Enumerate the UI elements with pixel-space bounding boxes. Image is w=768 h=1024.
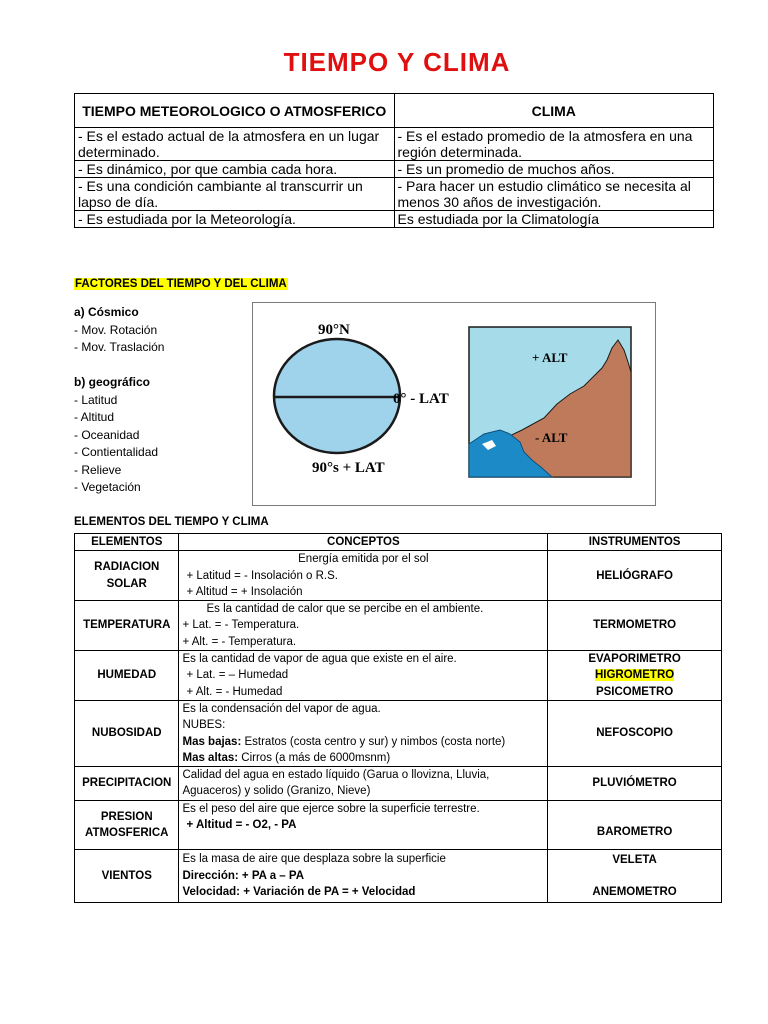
element-name: HUMEDAD bbox=[75, 651, 179, 701]
table-row bbox=[75, 767, 722, 801]
element-concept: Es la masa de aire que desplaza sobre la superficie Dirección: + PA a – PA Velocidad: + Variación de PA = + Velocidad bbox=[179, 850, 548, 903]
table-row bbox=[75, 211, 714, 228]
header-instrumentos: INSTRUMENTOS bbox=[548, 534, 722, 551]
element-concept: Es la condensación del vapor de agua. NUBES: Mas bajas: Estratos (costa centro y sur) y nimbos (costa norte) Mas altas: Cirros (a más de 6000msnm) bbox=[179, 700, 548, 766]
list-item: - Vegetación bbox=[74, 480, 141, 494]
table-row bbox=[75, 178, 714, 211]
element-name: PRESION ATMOSFERICA bbox=[75, 800, 179, 850]
table-row bbox=[75, 651, 722, 701]
element-concept: Energía emitida por el sol + Latitud = - Insolación o R.S. + Altitud = + Insolación bbox=[179, 551, 548, 601]
element-concept: Es la cantidad de calor que se percibe en el ambiente. + Lat. = - Temperatura. + Alt. = - Temperatura. bbox=[179, 601, 548, 651]
table-row bbox=[75, 800, 722, 850]
list-item: - Latitud bbox=[74, 392, 118, 407]
latitude-altitude-diagram bbox=[252, 302, 656, 506]
element-instrument: BAROMETRO bbox=[548, 800, 722, 850]
comparison-table bbox=[74, 93, 714, 228]
list-item: - Relieve bbox=[74, 462, 122, 477]
elements-title: ELEMENTOS DEL TIEMPO Y CLIMA bbox=[74, 516, 269, 528]
equator-label: 0° - LAT bbox=[393, 391, 449, 407]
table-cell: Es estudiada por la Climatología bbox=[394, 211, 714, 228]
south-pole-label: 90°s + LAT bbox=[312, 460, 385, 476]
table-cell: - Es estudiada por la Meteorología. bbox=[75, 211, 395, 228]
high-altitude-label: + ALT bbox=[532, 350, 568, 365]
table-cell: - Es el estado actual de la atmosfera en un lugar determinado. bbox=[75, 128, 395, 161]
table-row bbox=[75, 850, 722, 903]
list-item: - Contientalidad bbox=[74, 445, 159, 459]
table-row bbox=[75, 128, 714, 161]
element-instrument: TERMOMETRO bbox=[548, 601, 722, 651]
list-item: - Mov. Traslación bbox=[74, 340, 165, 354]
element-concept: Calidad del agua en estado líquido (Garua o llovizna, Lluvia, Aguaceros) y solido (Granizo, Nieve) bbox=[179, 767, 548, 801]
elements-header-row bbox=[75, 534, 722, 551]
page-title: TIEMPO Y CLIMA bbox=[283, 47, 511, 77]
table-row bbox=[75, 161, 714, 178]
list-item: - Mov. Rotación bbox=[74, 322, 158, 337]
geographic-factors bbox=[74, 374, 158, 497]
element-instrument: EVAPORIMETRO HIGROMETRO PSICOMETRO bbox=[548, 651, 722, 701]
element-name: PRECIPITACION bbox=[75, 767, 179, 801]
element-instrument: HELIÓGRAFO bbox=[548, 551, 722, 601]
element-instrument: VELETA ANEMOMETRO bbox=[548, 850, 722, 903]
comparison-header-row bbox=[75, 94, 714, 128]
highlighted-instrument: HIGROMETRO bbox=[594, 669, 675, 682]
table-row bbox=[75, 551, 722, 601]
header-elementos: ELEMENTOS bbox=[75, 534, 179, 551]
element-concept: Es el peso del aire que ejerce sobre la superficie terrestre. + Altitud = - O2, - PA bbox=[179, 800, 548, 850]
element-instrument: NEFOSCOPIO bbox=[548, 700, 722, 766]
element-name: NUBOSIDAD bbox=[75, 700, 179, 766]
element-name: TEMPERATURA bbox=[75, 601, 179, 651]
element-name: RADIACION SOLAR bbox=[75, 551, 179, 601]
cosmic-factors bbox=[74, 304, 164, 357]
low-altitude-label: - ALT bbox=[535, 430, 568, 445]
north-pole-label: 90°N bbox=[318, 322, 350, 338]
table-row bbox=[75, 700, 722, 766]
element-instrument: PLUVIÓMETRO bbox=[548, 767, 722, 801]
table-cell: - Es dinámico, por que cambia cada hora. bbox=[75, 161, 395, 178]
element-name: VIENTOS bbox=[75, 850, 179, 903]
table-row bbox=[75, 601, 722, 651]
list-item: - Altitud bbox=[74, 410, 115, 424]
table-cell: - Para hacer un estudio climático se necesita al menos 30 años de investigación. bbox=[394, 178, 714, 211]
elements-table bbox=[74, 533, 722, 903]
geographic-heading: b) geográfico bbox=[74, 375, 151, 389]
table-cell: - Es el estado promedio de la atmosfera en una región determinada. bbox=[394, 128, 714, 161]
table-cell: - Es una condición cambiante al transcurrir un lapso de día. bbox=[75, 178, 395, 211]
header-conceptos: CONCEPTOS bbox=[179, 534, 548, 551]
list-item: - Oceanidad bbox=[74, 427, 140, 442]
comparison-header-tiempo: TIEMPO METEOROLOGICO O ATMOSFERICO bbox=[75, 94, 395, 128]
cosmic-heading: a) Cósmico bbox=[74, 305, 139, 319]
element-concept: Es la cantidad de vapor de agua que existe en el aire. + Lat. = – Humedad + Alt. = - Humedad bbox=[179, 651, 548, 701]
comparison-header-clima: CLIMA bbox=[394, 94, 714, 128]
factors-title: FACTORES DEL TIEMPO Y DEL CLIMA bbox=[75, 278, 287, 290]
table-cell: - Es un promedio de muchos años. bbox=[394, 161, 714, 178]
